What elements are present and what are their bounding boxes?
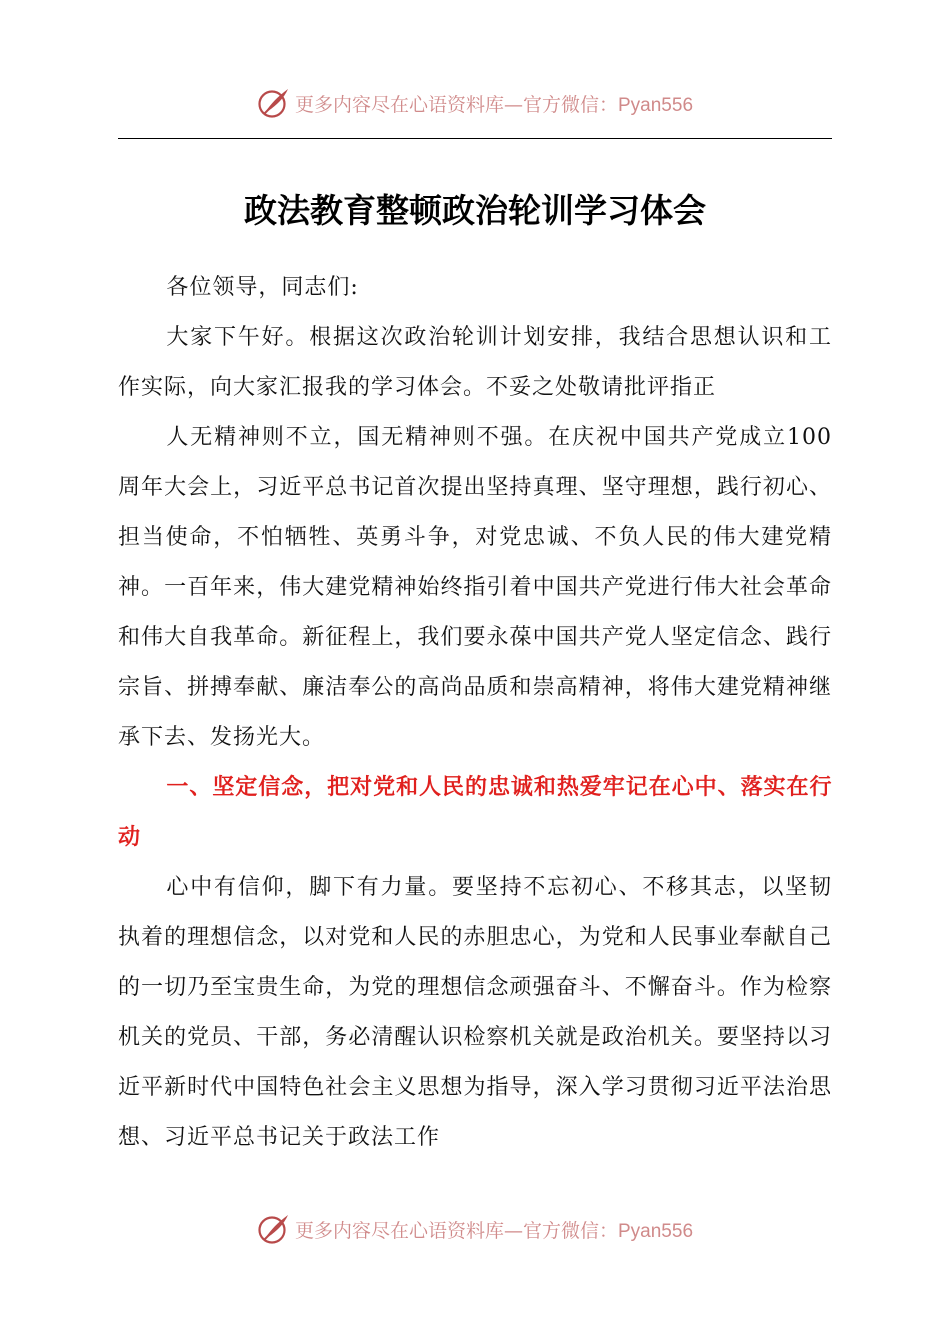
quill-logo-icon (257, 86, 291, 120)
header-divider (118, 138, 832, 139)
header-banner (0, 83, 950, 123)
document-title: 政法教育整顿政治轮训学习体会 (244, 191, 706, 230)
paragraph-intro: 大家下午好。根据这次政治轮训计划安排，我结合思想认识和工作实际，向大家汇报我的学习体会。不妥之处敬请批评指正 (118, 325, 832, 400)
banner-text-cn: 更多内容尽在心语资料库—官方微信： (294, 93, 618, 116)
quill-logo-icon (257, 1212, 291, 1246)
paragraph-spirit: 人无精神则不立，国无精神则不强。在庆祝中国共产党成立100周年大会上，习近平总书记首次提出坚持真理、坚守理想，践行初心、担当使命，不怕牺牲、英勇斗争，对党忠诚、不负人民的伟大建党精神。一百年来，伟大建党精神始终指引着中国共产党进行伟大社会革命和伟大自我革命。新征程上，我们要永葆中国共产党人坚定信念、践行宗旨、拼搏奉献、廉洁奉公的高尚品质和崇高精神，将伟大建党精神继承下去、发扬光大。 (118, 425, 832, 750)
section-heading-1: 一、坚定信念，把对党和人民的忠诚和热爱牢记在心中、落实在行动 (118, 775, 832, 850)
document-body (118, 263, 832, 1163)
footer-banner (0, 1209, 950, 1249)
salutation: 各位领导，同志们: (166, 275, 359, 300)
section-1-paragraph: 心中有信仰，脚下有力量。要坚持不忘初心、不移其志，以坚韧执着的理想信念，以对党和人民的赤胆忠心，为党和人民事业奉献自己的一切乃至宝贵生命，为党的理想信念顽强奋斗、不懈奋斗。作为检察机关的党员、干部，务必清醒认识检察机关就是政治机关。要坚持以习近平新时代中国特色社会主义思想为指导，深入学习贯彻习近平法治思想、习近平总书记关于政法工作 (118, 875, 832, 1150)
banner-wechat-id: Pyan556 (618, 94, 694, 116)
banner-text (295, 1216, 693, 1243)
banner-text-cn: 更多内容尽在心语资料库—官方微信： (294, 1219, 618, 1242)
banner-text (295, 90, 693, 117)
banner-wechat-id: Pyan556 (618, 1220, 694, 1242)
